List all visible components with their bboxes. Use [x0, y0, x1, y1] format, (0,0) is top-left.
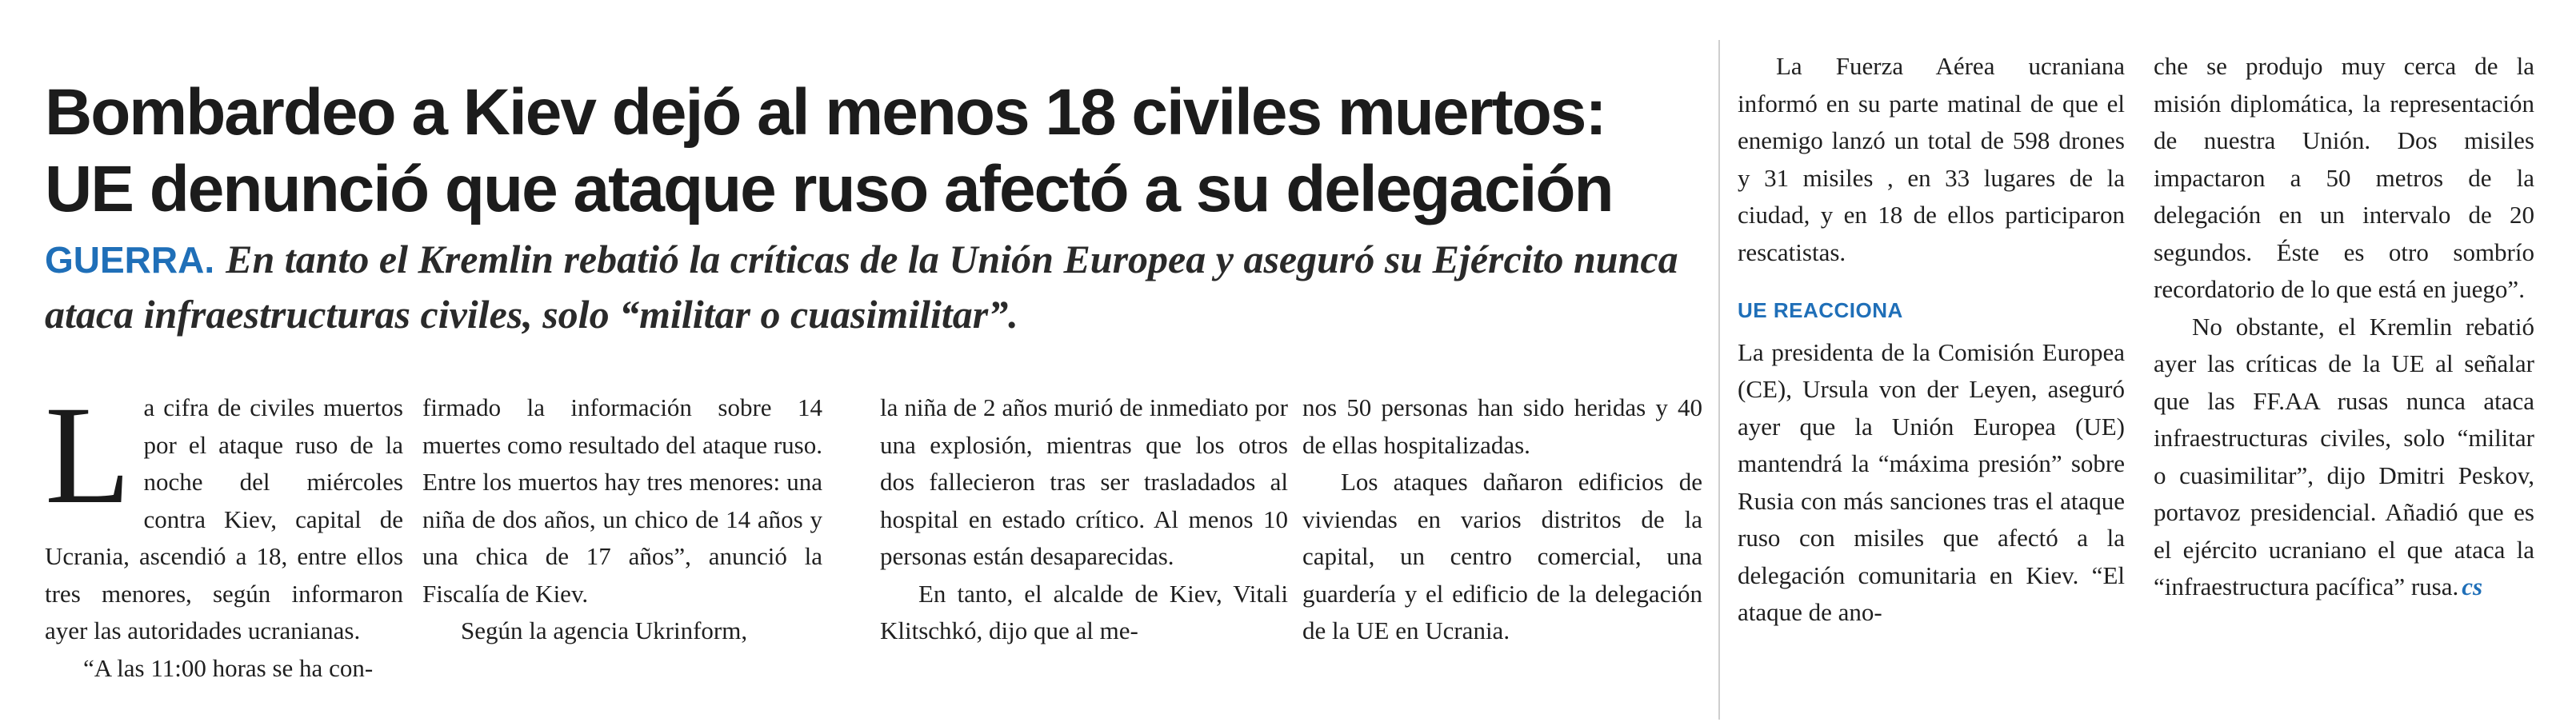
body-paragraph — [2154, 309, 2534, 606]
body-paragraph: nos 50 personas han sido heridas y 40 de ellas hospitalizadas. — [1302, 393, 1702, 459]
deck-text: En tanto el Kremlin rebatió la críticas de la Unión Europea y aseguró su Ejército nunca ataca infraestructuras civiles, solo “militar o cuasimilitar”. — [45, 237, 1678, 337]
column-divider — [1718, 40, 1720, 720]
body-paragraph: che se produjo muy cerca de la misión diplomática, la representación de nuestra Unión. Dos misiles impactaron a 50 metros de la delegación en un intervalo de 20 segundos. Éste es otro sombrío recordatorio de lo que está en juego”. — [2154, 52, 2534, 303]
section-kicker: GUERRA. — [45, 239, 215, 281]
body-paragraph: Los ataques dañaron edificios de viviendas en varios distritos de la capital, un centro comercial, una guardería y el edificio de la delegación de la UE en Ucrania. — [1302, 468, 1702, 644]
body-paragraph — [45, 377, 403, 650]
body-column-2 — [422, 389, 822, 650]
paragraph-text: No obstante, el Kremlin rebatió ayer las críticas de la UE al señalar que las FF.AA rusas nunca ataca infraestructuras civiles, solo “militar o cuasimilitar”, dijo Dmitri Peskov, portavoz presidencial. Añadió que es el ejército ucraniano el que ataca la “infraestructura pacífica” rusa. — [2154, 312, 2534, 600]
headline-line-1: Bombardeo a Kiev dejó al menos 18 civiles muertos: — [45, 75, 1606, 149]
body-column-5 — [1738, 48, 2125, 632]
body-column-4 — [1302, 389, 1702, 650]
body-column-3 — [880, 389, 1288, 650]
body-paragraph: La presidenta de la Comisión Europea (CE), Ursula von der Leyen, aseguró ayer que la Unión Europea (UE) mantendrá la “máxima presión” sobre Rusia con más sanciones tras el ataque ruso con misiles que afectó a la delegación comunitaria en Kiev. “El ataque de ano- — [1738, 337, 2125, 626]
end-mark-icon: cs — [2462, 572, 2483, 600]
paragraph-text: a cifra de civiles muertos por el ataque ruso de la noche del miércoles contra Kiev, capital de Ucrania, ascendió a 18, entre ellos tres menores, según informaron ayer las autoridades ucranianas. — [45, 393, 403, 644]
article-deck — [45, 232, 1693, 341]
body-paragraph: la niña de 2 años murió de inmediato por una explosión, mientras que los otros dos fallecieron tras ser trasladados al hospital en estado crítico. Al menos 10 personas están desaparecidas. — [880, 393, 1288, 570]
drop-cap: L — [45, 377, 131, 533]
body-column-6 — [2154, 48, 2534, 606]
article-headline — [45, 74, 1685, 228]
body-paragraph: firmado la información sobre 14 muertes como resultado del ataque ruso. Entre los muertos hay tres menores: una niña de dos años, un chico de 14 años y una chica de 17 años”, anunció la Fiscalía de Kiev. — [422, 393, 822, 608]
body-column-1 — [45, 377, 403, 687]
body-paragraph: “A las 11:00 horas se ha con- — [83, 653, 374, 682]
section-subhead: UE REACCIONA — [1738, 298, 1903, 322]
body-paragraph: Según la agencia Ukrinform, — [461, 616, 748, 644]
body-paragraph: La Fuerza Aérea ucraniana informó en su parte matinal de que el enemigo lanzó un total de 598 drones y 31 misiles , en 33 lugares de la ciudad, y en 18 de ellos participaron rescatistas. — [1738, 52, 2125, 266]
body-paragraph: En tanto, el alcalde de Kiev, Vitali Klitschkó, dijo que al me- — [880, 579, 1288, 644]
headline-line-2: UE denunció que ataque ruso afectó a su delegación — [45, 152, 1613, 225]
